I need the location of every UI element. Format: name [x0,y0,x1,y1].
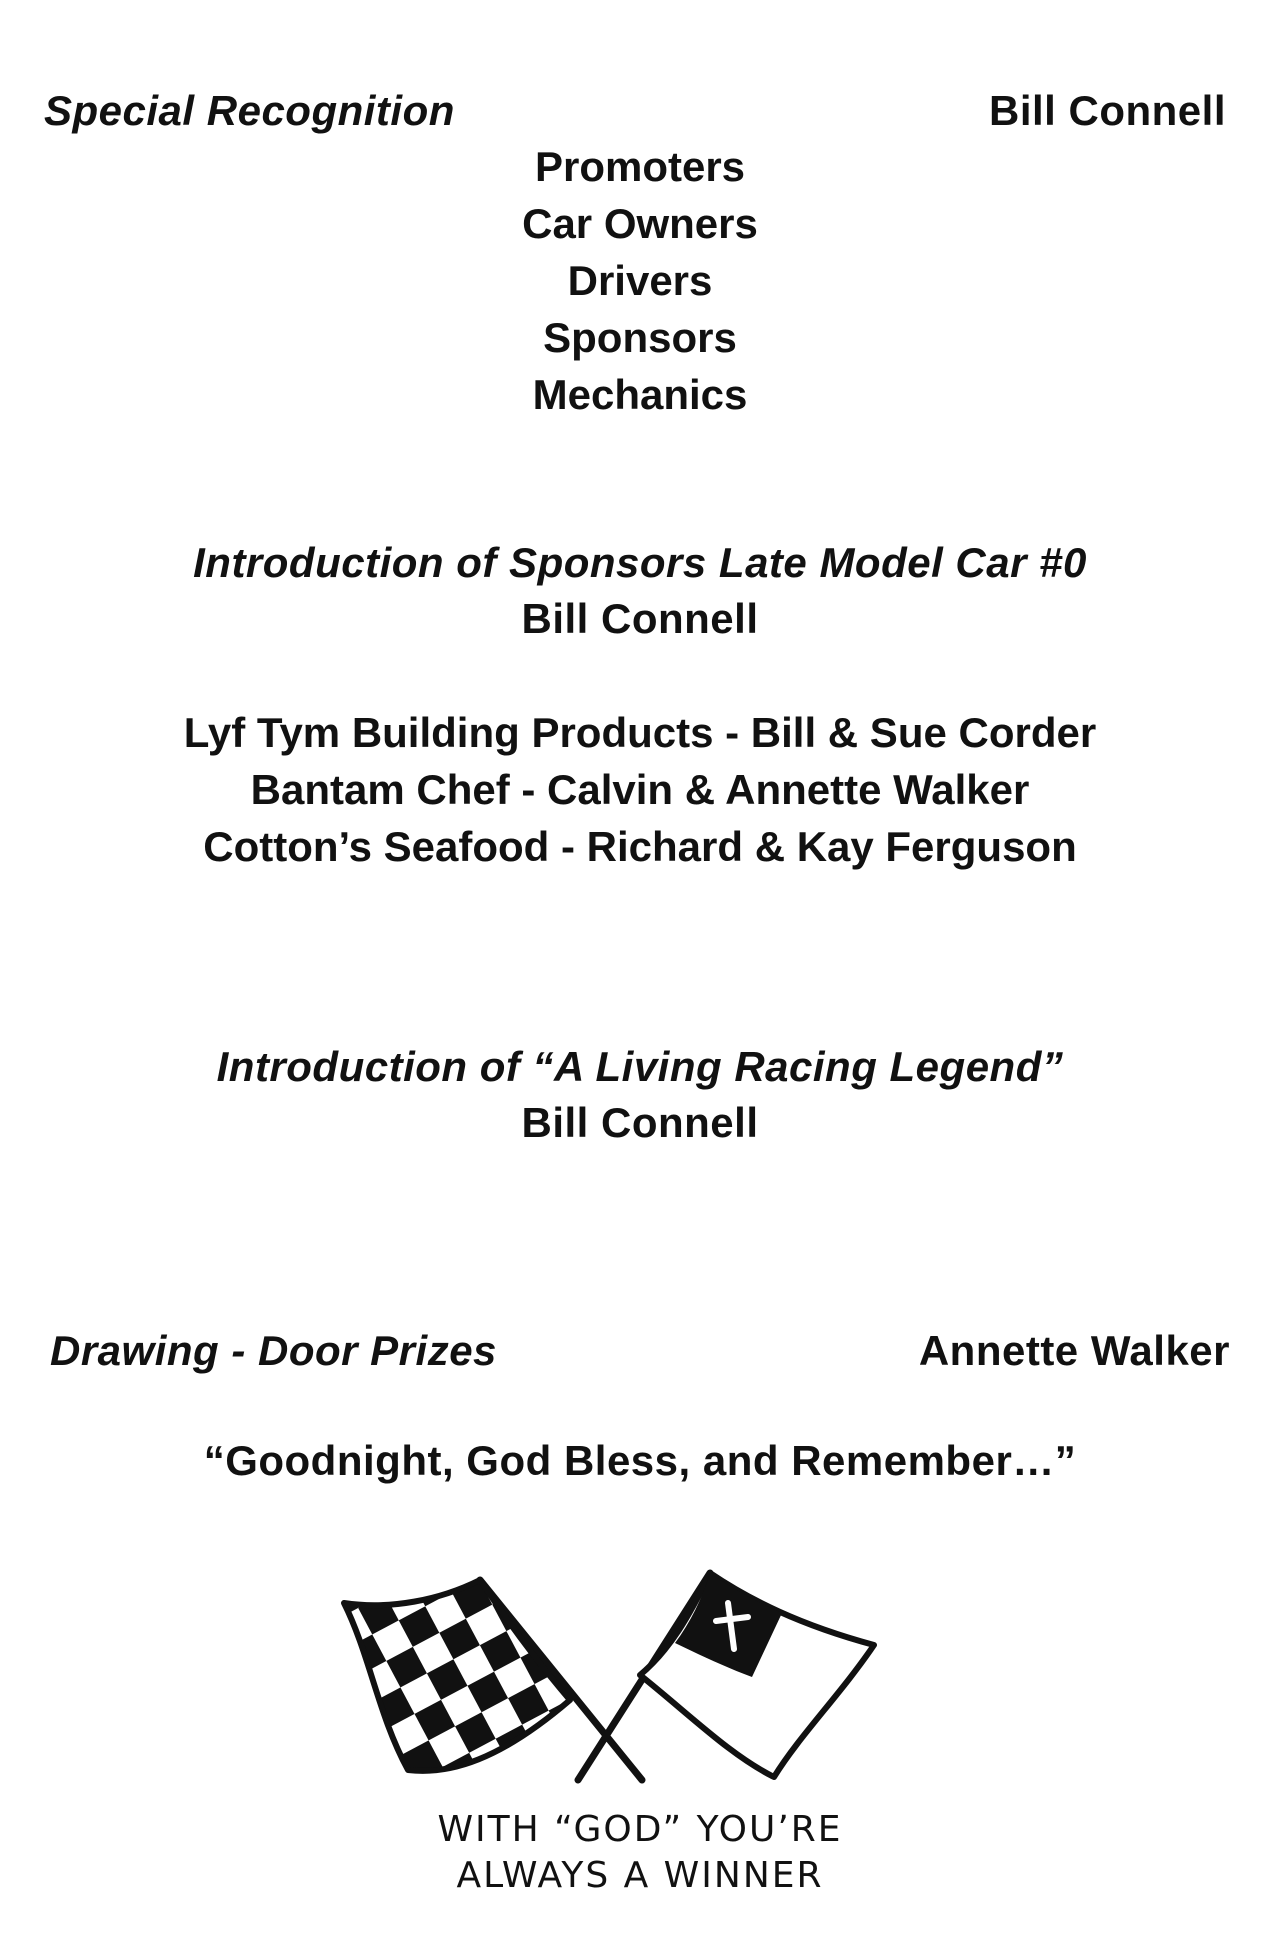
emblem-caption-line1: WITH “GOD” YOU’RE [437,1809,843,1850]
list-item: Mechanics [532,371,748,418]
special-recognition-presenter: Bill Connell [989,87,1226,134]
recognition-list [0,138,1280,423]
emblem-caption-line2: ALWAYS A WINNER [456,1855,824,1896]
legend-intro-presenter: Bill Connell [521,1099,759,1146]
sponsors-intro-heading: Introduction of Sponsors Late Model Car #0 [193,539,1087,586]
drawing-presenter: Annette Walker [918,1327,1230,1374]
sponsor-list [0,704,1280,875]
crossed-racing-flags-icon [330,1555,890,1795]
drawing-heading: Drawing - Door Prizes [50,1327,497,1374]
checkered-flag [344,1580,570,1771]
special-recognition-heading: Special Recognition [44,87,455,134]
list-item: Car Owners [522,200,758,247]
list-item: Drivers [567,257,713,304]
legend-intro-heading: Introduction of “A Living Racing Legend” [216,1043,1064,1090]
sponsor-item: Bantam Chef - Calvin & Annette Walker [250,766,1030,813]
closing-line: “Goodnight, God Bless, and Remember…” [203,1437,1077,1484]
sponsor-item: Lyf Tym Building Products - Bill & Sue Corder [183,709,1097,756]
sponsors-intro-presenter: Bill Connell [521,595,759,642]
list-item: Sponsors [543,314,737,361]
list-item: Promoters [534,143,746,190]
sponsor-item: Cotton’s Seafood - Richard & Kay Ferguson [203,823,1077,870]
